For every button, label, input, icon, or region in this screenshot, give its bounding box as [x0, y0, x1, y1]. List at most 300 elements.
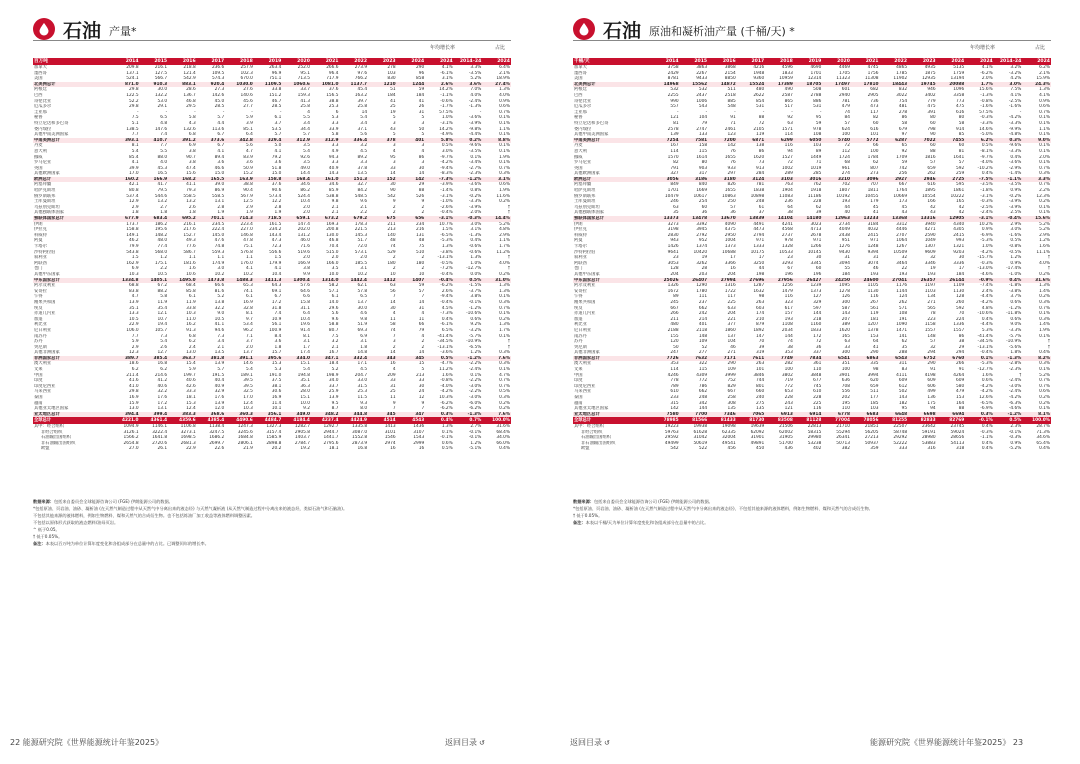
cell-value: 1479	[781, 288, 793, 294]
cell-value: 277	[698, 350, 708, 356]
cell-value: 36.3	[300, 383, 310, 389]
cell-value: 176.0	[240, 260, 253, 266]
cell-value: 15.4	[186, 361, 196, 367]
cell-value: 9	[421, 400, 425, 406]
cell-value: -6.2%	[440, 400, 453, 406]
cell-value: 0.2%	[1039, 395, 1050, 401]
cell-value: -10.6%	[466, 311, 482, 317]
cell-value: 4446	[896, 227, 908, 233]
cell-value: 97	[901, 132, 908, 138]
cell-value: 52	[701, 344, 708, 350]
cell-value: 57	[730, 204, 736, 210]
cell-value: 123	[727, 132, 736, 138]
cell-value: 37.1	[357, 126, 368, 132]
cell-value: 0.3%	[499, 395, 510, 401]
cell-value: 0.5%	[981, 143, 993, 149]
cell-value: -7.2%	[440, 266, 453, 272]
header-cell: 2021	[851, 58, 880, 65]
row-label: 其他独联体国家	[34, 210, 65, 216]
cell-value: -1.1%	[980, 435, 993, 441]
cell-value: 6.2	[188, 339, 196, 345]
cell-value: 10959	[779, 76, 793, 82]
cell-value: 606	[927, 383, 936, 389]
cell-value: 49.0	[300, 165, 310, 171]
cell-value: 6.5	[160, 115, 168, 121]
cell-value: -4.8%	[1008, 132, 1022, 138]
cell-value: -0.3%	[454, 216, 483, 222]
cell-value: 679	[898, 126, 908, 132]
cell-value: 4.1%	[981, 65, 993, 70]
back-to-contents-link[interactable]	[445, 737, 485, 748]
cell-value: 1405.1	[140, 278, 169, 284]
cell-value: 143	[841, 311, 850, 317]
cell-value: 531	[756, 104, 765, 110]
cell-value: 116	[784, 294, 793, 300]
cell-value: 117	[870, 109, 879, 115]
cell-value: 35.4	[157, 305, 168, 311]
cell-value: 40	[844, 210, 850, 216]
cell-value: 1.1%	[499, 238, 510, 244]
cell-value: 10.5	[157, 271, 168, 277]
cell-value: 826	[727, 182, 736, 188]
cell-value: 48.0	[157, 238, 168, 244]
cell-value: 0.3%	[499, 171, 510, 177]
cell-value: 1321	[953, 244, 965, 249]
cell-value: 1.1	[188, 255, 196, 261]
cell-value: 4.1%	[441, 65, 453, 70]
cell-value: 616	[927, 182, 936, 188]
cell-value: 6.1	[331, 294, 339, 300]
cell-value: 10479	[664, 193, 679, 199]
cell-value: 7200	[708, 138, 737, 144]
cell-value: 214	[698, 316, 708, 322]
cell-value: 14.6%	[979, 126, 993, 132]
cell-value: 209	[387, 372, 396, 378]
cell-value: 1684.8	[237, 435, 253, 441]
cell-value: 4.7%	[499, 372, 510, 378]
cell-value: 13.9	[328, 395, 339, 401]
cell-value: 100	[870, 148, 879, 154]
cell-value: 15.6%	[979, 87, 993, 93]
cell-value: 2792	[696, 232, 708, 238]
cell-value: 11	[418, 316, 425, 322]
cell-value: 104	[727, 339, 736, 345]
cell-value: -1.8%	[1008, 283, 1022, 289]
cell-value: 597	[813, 305, 822, 311]
cell-value: 3087.0	[352, 429, 368, 435]
cell-value: 3124	[737, 177, 766, 183]
cell-value: -3.3%	[1008, 120, 1022, 126]
cell-value: 33.9	[328, 126, 339, 132]
cell-value: 11.1%	[1036, 249, 1050, 255]
cell-value: 189.1	[240, 372, 253, 378]
cell-value: 120	[670, 339, 679, 345]
cell-value: 76	[730, 148, 736, 154]
cell-value: 2	[392, 255, 396, 261]
cell-value: 144	[784, 333, 793, 339]
cell-value: 145.3	[354, 232, 368, 238]
cell-value: †	[507, 204, 510, 210]
cell-value: 4690	[810, 65, 822, 70]
cell-value: -0.3%	[980, 429, 993, 435]
cell-value: 115	[698, 148, 708, 154]
cell-value: 41	[390, 98, 396, 104]
cell-value: 708	[841, 383, 850, 389]
cell-value: 854	[756, 98, 765, 104]
cell-value: 153	[955, 395, 965, 401]
cell-value: 10533	[779, 249, 793, 255]
cell-value: -3.6%	[1008, 160, 1022, 166]
cell-value: 6.8	[188, 132, 196, 138]
cell-value: 41.2	[157, 378, 168, 384]
cell-value: 10	[418, 271, 425, 277]
cell-value: 1527	[781, 154, 793, 160]
cell-value: -4.0%	[440, 383, 453, 389]
cell-value: 2.2	[360, 210, 368, 216]
cell-value: 1130	[953, 288, 965, 294]
cell-value: 1.7%	[499, 244, 510, 249]
row-label: 赤道几内亚	[34, 311, 56, 317]
cell-value: 636	[841, 378, 850, 384]
row-label: 美国	[34, 76, 43, 82]
cell-value: 138.5	[126, 126, 139, 132]
cell-value: 60	[958, 143, 965, 149]
cell-value: 3345	[810, 260, 822, 266]
row-label: 哥伦比亚	[574, 98, 592, 104]
cell-value: 4246	[667, 372, 679, 378]
cell-value: 196	[784, 271, 793, 277]
cell-value: 8850	[724, 76, 736, 82]
cell-value: -13.1%	[437, 255, 453, 261]
cell-value: 156.5	[326, 92, 339, 98]
cell-value: -2.5%	[1008, 98, 1022, 104]
row-label: 委内瑞拉	[34, 126, 52, 132]
cell-value: 3053	[667, 260, 679, 266]
cell-value: 0.3%	[965, 412, 994, 418]
cell-value: -4.2%	[980, 383, 993, 389]
cell-value: 2118	[696, 327, 708, 333]
cell-value: †	[507, 339, 510, 345]
cell-value: 1669	[696, 188, 708, 194]
cell-value: 3.4	[217, 339, 225, 345]
cell-value: 3.3%	[470, 65, 482, 70]
cell-value: 609	[898, 378, 908, 384]
row-label: 土库曼斯坦	[574, 199, 596, 205]
cell-value: 389	[841, 322, 850, 328]
cell-value: 5.7	[217, 367, 225, 373]
cell-value: -12.7%	[466, 266, 482, 272]
cell-value: 290	[727, 361, 736, 367]
cell-value: 90	[930, 132, 936, 138]
cell-value: 184	[955, 271, 965, 277]
cell-value: 49541	[722, 440, 736, 446]
cell-value: 71	[815, 160, 822, 166]
cell-value: 19223	[664, 424, 679, 429]
cell-value: 914	[955, 126, 965, 132]
cell-value: -	[1019, 109, 1022, 115]
cell-value: 360.3	[225, 412, 254, 418]
cell-value: -4.2%	[1008, 115, 1022, 121]
row-label: 尼日利亚	[34, 327, 52, 333]
cell-value: 25.3	[328, 104, 339, 110]
row-label: 加拿大	[34, 65, 47, 70]
row-label: 阿尔及利亚	[574, 283, 596, 289]
cell-value: 17	[730, 255, 736, 261]
cell-value: 15.1	[300, 361, 310, 367]
cell-value: 13478	[680, 216, 709, 222]
row-label: 阿尔及利亚	[34, 283, 56, 289]
cell-value: 3184	[867, 221, 879, 227]
cell-value: 8.8%	[482, 138, 511, 144]
cell-value: 3.0%	[441, 148, 453, 154]
cell-value: 30.6	[271, 389, 282, 395]
cell-value: 26144	[937, 278, 966, 284]
cell-value: 142	[397, 177, 426, 183]
row-label: 也门	[34, 266, 43, 272]
cell-value: 1473.8	[197, 278, 226, 284]
return-arrow-icon: ↺	[604, 738, 610, 747]
cell-value: 48	[418, 238, 425, 244]
cell-value: 347	[397, 412, 426, 418]
cell-value: 2587	[781, 92, 793, 98]
cell-value: 558.5	[183, 193, 196, 199]
cell-value: -2.6%	[440, 204, 453, 210]
cell-value: 20088	[937, 82, 966, 88]
cell-value: 3186	[680, 177, 709, 183]
cell-value: 29.8	[128, 87, 139, 93]
cell-value: 90.6	[271, 188, 282, 194]
cell-value: 1109.5	[254, 82, 283, 88]
row-label: 其他非洲国家	[34, 350, 60, 356]
cell-value: 202	[841, 395, 850, 401]
cell-value: 1378	[867, 327, 879, 333]
cell-value: 7	[392, 294, 396, 300]
note-line	[33, 540, 511, 547]
cell-value: 402	[813, 446, 822, 452]
cell-value: 17389	[765, 82, 794, 88]
cell-value: †	[1047, 344, 1050, 350]
cell-value: 2927	[880, 177, 909, 183]
cell-value: 27041	[880, 278, 909, 284]
cell-value: 7.5	[131, 115, 139, 121]
cell-value: 290	[870, 350, 879, 356]
cell-value: 10420	[693, 249, 708, 255]
cell-value: 26357	[908, 278, 937, 284]
cell-value: 271	[727, 350, 736, 356]
cell-value: -6.2%	[440, 283, 453, 289]
cell-value: 5	[392, 115, 396, 121]
cell-value: 30	[958, 255, 965, 261]
row-label: 乌兹别克斯坦	[34, 204, 60, 210]
cell-value: 667	[727, 389, 736, 395]
cell-value: 1266	[810, 244, 822, 249]
row-label: 委内瑞拉	[574, 126, 592, 132]
cell-value: 114	[670, 367, 679, 373]
cell-value: 9609	[924, 249, 936, 255]
cell-value: 2.0	[245, 344, 253, 350]
cell-value: 6914	[794, 412, 823, 418]
cell-value: 1300.4	[282, 278, 311, 284]
cell-value: -13.1%	[977, 344, 993, 350]
cell-value: 6.2%	[1039, 65, 1050, 70]
cell-value: 1019	[810, 165, 822, 171]
cell-value: 659	[870, 383, 879, 389]
cell-value: 2.6	[188, 204, 196, 210]
cell-value: 25.3	[357, 389, 368, 395]
cell-value: 10.2	[214, 271, 225, 277]
cell-value: 667	[898, 182, 908, 188]
cell-value: 72	[787, 160, 793, 166]
left-header	[33, 10, 137, 48]
back-to-contents-label: 返回目录	[445, 738, 477, 747]
note-text: ^ 低于0.05。	[33, 527, 60, 532]
header-cell: 2014–24	[454, 58, 483, 65]
cell-value: 204	[670, 271, 679, 277]
cell-value: 60	[873, 120, 879, 126]
cell-value: -0.1%	[440, 435, 453, 441]
cell-value: 204.7	[354, 372, 368, 378]
cell-value: 2795.6	[323, 440, 339, 446]
cell-value: 42.1	[128, 182, 139, 188]
cell-value: 14.8	[357, 350, 368, 356]
share-label: 占比	[495, 45, 506, 51]
cell-value: 42	[958, 204, 965, 210]
cell-value: 315	[670, 400, 679, 406]
cell-value: 228	[784, 395, 793, 401]
cell-value: 318	[955, 446, 965, 452]
cell-value: 27696	[737, 278, 766, 284]
cell-value: 0.7%	[1039, 165, 1050, 171]
row-label: 南苏丹	[574, 333, 587, 339]
cell-value: -6.2%	[440, 406, 453, 412]
cell-value: -0.5%	[1008, 249, 1022, 255]
cell-value: 116	[813, 406, 822, 412]
cell-value: 754	[898, 98, 908, 104]
back-to-contents-link[interactable]	[570, 737, 610, 748]
cell-value: 4340	[953, 221, 965, 227]
cell-value: 633	[727, 305, 736, 311]
cell-value: 3945	[696, 227, 708, 233]
cell-value: 13.0	[128, 406, 139, 412]
cell-value: -1.3%	[454, 412, 483, 418]
cell-value: 34.6	[328, 182, 339, 188]
cell-value: 3901	[839, 372, 850, 378]
cell-value: 29.8	[128, 389, 139, 395]
cell-value: -34.5%	[977, 339, 993, 345]
row-label: 中南美洲总计	[573, 138, 651, 144]
cell-value: 1207	[867, 322, 879, 328]
cell-value: 13.1	[214, 199, 225, 205]
cell-value: 0.7%	[499, 165, 510, 171]
cell-value: 1.1	[245, 255, 253, 261]
cell-value: 137	[727, 333, 736, 339]
cell-value: 40.9	[328, 165, 339, 171]
cell-value: 83.9	[243, 154, 253, 160]
cell-value: 742	[898, 165, 908, 171]
cell-value: 511	[870, 389, 879, 395]
cell-value: 7.0%	[470, 87, 482, 93]
cell-value: 4.1%	[1039, 92, 1050, 98]
cell-value: 0.5%	[1010, 238, 1022, 244]
cell-value: 80	[701, 160, 708, 166]
cell-value: 1096	[953, 87, 965, 93]
cell-value: -	[677, 109, 679, 115]
cell-value: 10554	[921, 193, 936, 199]
cell-value: 480	[670, 322, 679, 328]
cell-value: 65.3	[243, 283, 253, 289]
cell-value: 15.6	[186, 171, 196, 177]
cell-value: 24	[418, 389, 425, 395]
cell-value: 72.3	[271, 244, 282, 249]
cell-value: 166.9	[297, 260, 310, 266]
cell-value: 11	[390, 395, 396, 401]
cell-value: 990	[670, 98, 679, 104]
cell-value: 33.8	[186, 305, 196, 311]
cell-value: 2940	[839, 92, 850, 98]
cell-value: 7611	[737, 356, 766, 362]
cell-value: 44	[758, 266, 765, 272]
cell-value: 57.6	[300, 283, 310, 289]
cell-value: 233	[670, 395, 679, 401]
cell-value: 1256	[781, 283, 793, 289]
row-label: 伊朗	[34, 221, 43, 227]
cell-value: 222.4	[211, 227, 225, 233]
cell-value: 90.7	[186, 154, 196, 160]
cell-value: 28.0	[300, 389, 310, 395]
cell-value: 683.4	[140, 216, 169, 222]
production-table	[573, 58, 1051, 452]
cell-value: 184	[387, 92, 396, 98]
cell-value: -3.1%	[440, 193, 453, 199]
cell-value: 37	[758, 210, 765, 216]
cell-value: 44	[844, 204, 850, 210]
cell-value: 6.7	[274, 294, 282, 300]
cell-value: 278	[387, 65, 396, 70]
cell-value: 829	[727, 383, 736, 389]
cell-value: 31	[418, 305, 425, 311]
cell-value: 0.7%	[1039, 378, 1050, 384]
cell-value: 9.0%	[1022, 138, 1051, 144]
cell-value: 4375	[724, 227, 736, 233]
cell-value: 17.6	[157, 395, 168, 401]
row-label: 中国	[34, 372, 43, 378]
cell-value: 2.9%	[1010, 221, 1022, 227]
cell-value: 9	[392, 199, 396, 205]
cell-value: 43	[901, 210, 908, 216]
cell-value: -2.2%	[468, 361, 482, 367]
cell-value: 52.2	[128, 98, 139, 104]
cell-value: 7	[392, 406, 396, 412]
cell-value: 6.2	[131, 367, 139, 373]
cell-value: 1.6%	[981, 372, 993, 378]
cell-value: -4.2%	[980, 389, 993, 395]
cell-value: 64	[873, 339, 879, 345]
cell-value: 25.9	[328, 389, 339, 395]
cell-value: -3.2%	[468, 327, 482, 333]
cell-value: 21506	[779, 424, 793, 429]
cell-value: 9433	[696, 76, 708, 82]
cell-value: 10222	[950, 193, 965, 199]
cell-value: 133	[698, 132, 708, 138]
cell-value: 100.9	[269, 327, 282, 333]
cell-value: 163.2	[354, 92, 368, 98]
cell-value: 76	[730, 160, 736, 166]
cell-value: 234.2	[269, 227, 282, 233]
cell-value: 1006	[696, 98, 708, 104]
cell-value: 0.3%	[499, 350, 510, 356]
header-cell: 2019	[254, 58, 283, 65]
cell-value: -0.3%	[980, 260, 993, 266]
